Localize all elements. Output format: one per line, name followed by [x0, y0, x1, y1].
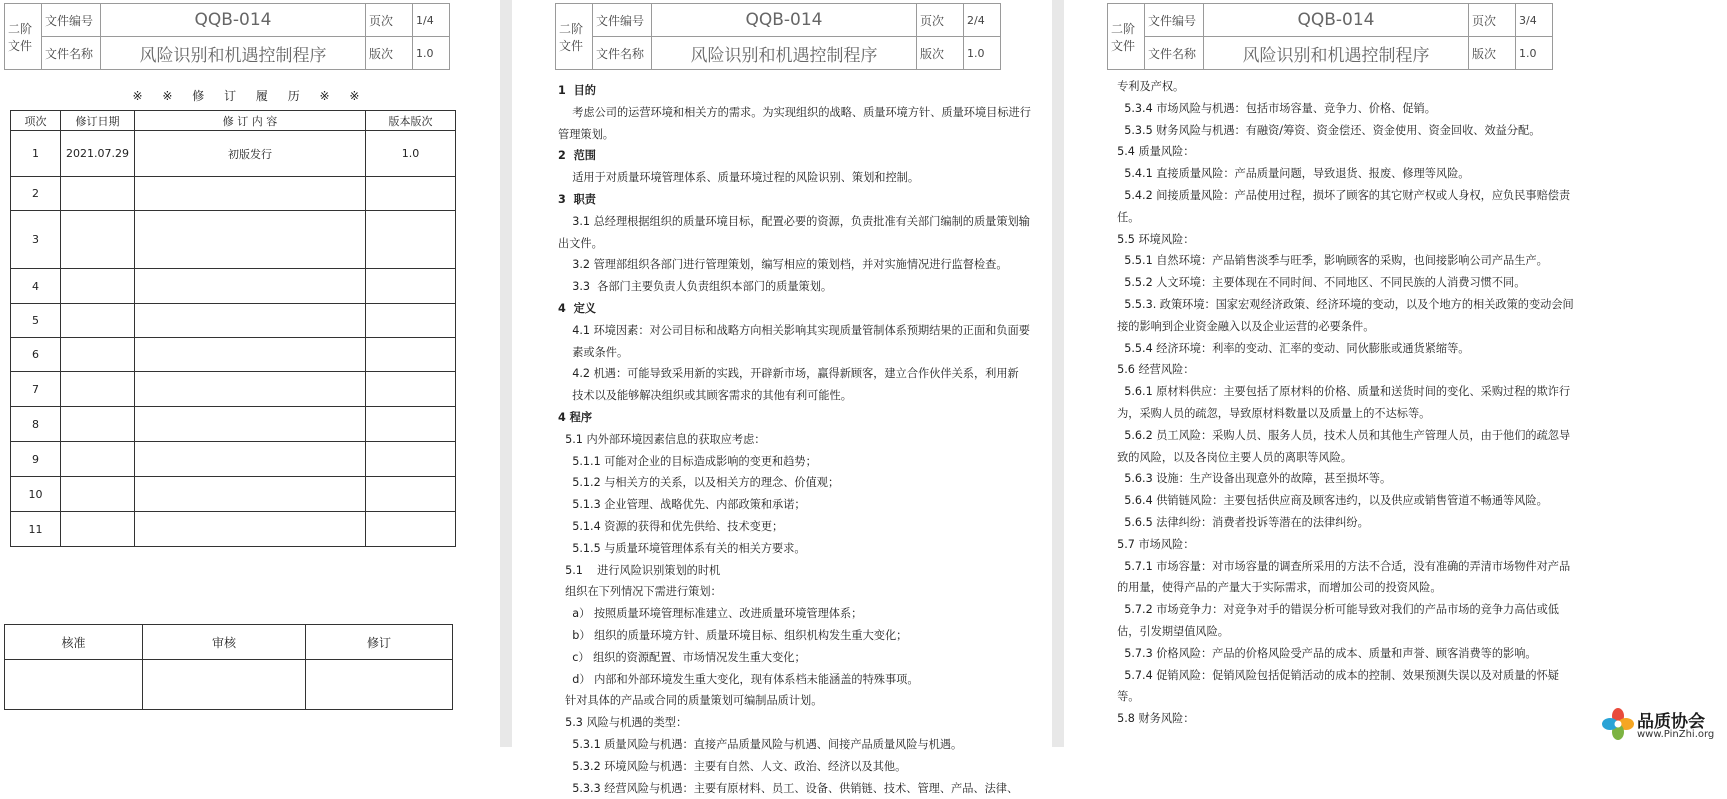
text-line: d） 内部和外部环境发生重大变化，现有体系档未能涵盖的特殊事项。	[558, 669, 1048, 691]
text-line: 素或条件。	[558, 342, 1048, 364]
row-no-cell: 4	[11, 269, 61, 304]
text-line: 5.5.2 人文环境：主要体现在不同时间、不同地区、不同民族的人消费习惯不同。	[1110, 272, 1615, 294]
text-line: 5.3 风险与机遇的类型：	[558, 712, 1048, 734]
text-line: c） 组织的资源配置、市场情况发生重大变化；	[558, 647, 1048, 669]
text-line: 5.1.2 与相关方的关系，以及相关方的理念、价值观；	[558, 472, 1048, 494]
text-line: 专利及产权。	[1110, 76, 1615, 98]
row-no-cell: 5	[11, 304, 61, 338]
doc-name-value: 风险识别和机遇控制程序	[101, 37, 366, 70]
page-label: 页次	[366, 4, 413, 37]
table-row	[11, 131, 456, 177]
row-version-cell: 1.0	[366, 131, 456, 177]
text-line: 管理策划。	[558, 124, 1048, 146]
row-no-cell: 11	[11, 512, 61, 547]
row-version-cell	[366, 269, 456, 304]
table-row	[11, 512, 456, 547]
doc-type-cell: 二阶文件	[556, 4, 593, 70]
row-no-cell: 9	[11, 442, 61, 477]
document-page-3	[1064, 0, 1727, 747]
version-label: 版次	[1469, 37, 1516, 70]
row-version-cell	[366, 512, 456, 547]
row-date-cell	[61, 269, 135, 304]
text-line: 5.6.1 原材料供应：主要包括了原材料的价格、质量和送货时间的变化、采购过程的欺诈行	[1110, 381, 1615, 403]
doc-no-label: 文件编号	[593, 4, 652, 37]
row-version-cell	[366, 372, 456, 407]
table-row	[11, 407, 456, 442]
page-3-body-text	[1110, 76, 1615, 730]
row-date-cell	[61, 177, 135, 211]
row-content-cell	[135, 372, 366, 407]
section-heading: 3 职责	[558, 189, 1048, 211]
table-row	[11, 442, 456, 477]
doc-name-value: 风险识别和机遇控制程序	[652, 37, 917, 70]
doc-no-value: QQB-014	[101, 4, 366, 37]
doc-type-cell: 二阶文件	[1108, 4, 1145, 70]
row-content-cell	[135, 477, 366, 512]
row-version-cell	[366, 177, 456, 211]
row-content-cell	[135, 407, 366, 442]
revise-signature-cell	[306, 660, 453, 710]
text-line: 致的风险，以及各岗位主要人员的离职等风险。	[1110, 447, 1615, 469]
row-date-cell	[61, 477, 135, 512]
row-content-cell	[135, 338, 366, 372]
page-header-table	[4, 3, 450, 70]
section-heading: 4 程序	[558, 407, 1048, 429]
section-heading: 4 定义	[558, 298, 1048, 320]
row-date-cell	[61, 304, 135, 338]
text-line: 针对具体的产品或合同的质量策划可编制品质计划。	[558, 690, 1048, 712]
text-line: 5.3.4 市场风险与机遇：包括市场容量、竞争力、价格、促销。	[1110, 98, 1615, 120]
revision-history-table	[10, 110, 456, 547]
text-line: 3.3 各部门主要负责人负责组织本部门的质量策划。	[558, 276, 1048, 298]
text-line: 5.5.4 经济环境：利率的变动、汇率的变动、同伙膨胀或通货紧缩等。	[1110, 338, 1615, 360]
doc-name-value: 风险识别和机遇控制程序	[1204, 37, 1469, 70]
table-row	[11, 177, 456, 211]
col-header-date: 修订日期	[61, 111, 135, 131]
page-number: 3/4	[1516, 4, 1553, 37]
text-line: 估，引发期望值风险。	[1110, 621, 1615, 643]
row-date-cell	[61, 442, 135, 477]
text-line: 5.8 财务风险：	[1110, 708, 1615, 730]
page-2-body-text	[558, 80, 1048, 799]
row-content-cell	[135, 269, 366, 304]
row-date-cell	[61, 372, 135, 407]
signoff-table	[4, 624, 453, 710]
watermark-url: www.PinZhi.org	[1637, 729, 1714, 740]
text-line: 技术以及能够解决组织或其顾客需求的其他有利可能性。	[558, 385, 1048, 407]
version-label: 版次	[366, 37, 413, 70]
page-gutter	[1052, 0, 1064, 747]
revision-header-row	[11, 111, 456, 131]
table-row	[11, 372, 456, 407]
col-header-version: 版本版次	[366, 111, 456, 131]
doc-name-label: 文件名称	[593, 37, 652, 70]
text-line: a） 按照质量环境管理标准建立、改进质量环境管理体系；	[558, 603, 1048, 625]
page-header-table	[555, 3, 1001, 70]
approve-label: 核准	[5, 625, 143, 660]
text-line: 5.3.1 质量风险与机遇：直接产品质量风险与机遇、间接产品质量风险与机遇。	[558, 734, 1048, 756]
text-line: 5.4.1 直接质量风险：产品质量问题，导致退货、报废、修理等风险。	[1110, 163, 1615, 185]
row-date-cell	[61, 512, 135, 547]
row-no-cell: 2	[11, 177, 61, 211]
text-line: 5.5.1 自然环境：产品销售淡季与旺季，影响顾客的采购，也间接影响公司产品生产。	[1110, 250, 1615, 272]
row-date-cell: 2021.07.29	[61, 131, 135, 177]
row-content-cell	[135, 512, 366, 547]
row-no-cell: 7	[11, 372, 61, 407]
version-value: 1.0	[413, 37, 450, 70]
doc-type-cell: 二阶文件	[5, 4, 42, 70]
text-line: 5.1 进行风险识别策划的时机	[558, 560, 1048, 582]
row-version-cell	[366, 211, 456, 269]
text-line: 4.1 环境因素：对公司目标和战略方向相关影响其实现质量管制体系预期结果的正面和负面要	[558, 320, 1048, 342]
review-label: 审核	[143, 625, 306, 660]
text-line: 5.1.5 与质量环境管理体系有关的相关方要求。	[558, 538, 1048, 560]
row-version-cell	[366, 338, 456, 372]
doc-no-value: QQB-014	[652, 4, 917, 37]
text-line: 4.2 机遇：可能导致采用新的实践，开辟新市场，赢得新顾客，建立合作伙伴关系，利用新	[558, 363, 1048, 385]
text-line: 组织在下列情况下需进行策划：	[558, 581, 1048, 603]
document-page-1	[0, 0, 500, 747]
text-line: 5.3.3 经营风险与机遇：主要有原材料、员工、设备、供销链、技术、管理、产品、法律、	[558, 778, 1048, 799]
text-line: 适用于对质量环境管理体系、质量环境过程的风险识别、策划和控制。	[558, 167, 1048, 189]
page-label: 页次	[917, 4, 964, 37]
doc-name-label: 文件名称	[42, 37, 101, 70]
page-header-table	[1107, 3, 1553, 70]
row-content-cell: 初版发行	[135, 131, 366, 177]
text-line: b） 组织的质量环境方针、质量环境目标、组织机构发生重大变化；	[558, 625, 1048, 647]
row-version-cell	[366, 477, 456, 512]
text-line: 5.3.2 环境风险与机遇：主要有自然、人文、政治、经济以及其他。	[558, 756, 1048, 778]
approve-signature-cell	[5, 660, 143, 710]
version-label: 版次	[917, 37, 964, 70]
text-line: 接的影响到企业资金融入以及企业运营的必要条件。	[1110, 316, 1615, 338]
row-date-cell	[61, 407, 135, 442]
row-date-cell	[61, 338, 135, 372]
table-row	[11, 211, 456, 269]
row-content-cell	[135, 211, 366, 269]
revision-history-title: ※ ※ 修 订 履 历 ※ ※	[0, 87, 500, 104]
revise-label: 修订	[306, 625, 453, 660]
row-no-cell: 6	[11, 338, 61, 372]
text-line: 5.7 市场风险：	[1110, 534, 1615, 556]
table-row	[11, 304, 456, 338]
row-no-cell: 3	[11, 211, 61, 269]
flower-logo-icon	[1601, 707, 1635, 741]
text-line: 5.7.1 市场容量：对市场容量的调查所采用的方法不合适，没有准确的弄清市场物件对产品	[1110, 556, 1615, 578]
doc-no-value: QQB-014	[1204, 4, 1469, 37]
page-number: 2/4	[964, 4, 1001, 37]
text-line: 5.6.5 法律纠纷：消费者投诉等潜在的法律纠纷。	[1110, 512, 1615, 534]
row-content-cell	[135, 304, 366, 338]
row-content-cell	[135, 442, 366, 477]
row-version-cell	[366, 407, 456, 442]
document-page-2	[512, 0, 1052, 747]
table-row	[11, 477, 456, 512]
version-value: 1.0	[1516, 37, 1553, 70]
doc-no-label: 文件编号	[1145, 4, 1204, 37]
watermark-name: 品质协会	[1637, 707, 1705, 732]
text-line: 出文件。	[558, 233, 1048, 255]
page-label: 页次	[1469, 4, 1516, 37]
text-line: 5.5.3. 政策环境：国家宏观经济政策、经济环境的变动，以及个地方的相关政策的变动会间	[1110, 294, 1615, 316]
row-version-cell	[366, 304, 456, 338]
text-line: 5.6.4 供销链风险：主要包括供应商及顾客违约，以及供应或销售管道不畅通等风险。	[1110, 490, 1615, 512]
text-line: 5.7.4 促销风险：促销风险包括促销活动的成本的控制、效果预测失误以及对质量的怀疑	[1110, 665, 1615, 687]
text-line: 5.1 内外部环境因素信息的获取应考虑：	[558, 429, 1048, 451]
row-no-cell: 1	[11, 131, 61, 177]
text-line: 5.7.3 价格风险：产品的价格风险受产品的成本、质量和声誉、顾客消费等的影响。	[1110, 643, 1615, 665]
text-line: 5.7.2 市场竞争力：对竞争对手的错误分析可能导致对我们的产品市场的竞争力高估或低	[1110, 599, 1615, 621]
text-line: 5.1.1 可能对企业的目标造成影响的变更和趋势；	[558, 451, 1048, 473]
version-value: 1.0	[964, 37, 1001, 70]
row-no-cell: 10	[11, 477, 61, 512]
text-line: 5.1.4 资源的获得和优先供给、技术变更；	[558, 516, 1048, 538]
text-line: 3.1 总经理根据组织的质量环境目标，配置必要的资源，负责批准有关部门编制的质量策划输	[558, 211, 1048, 233]
row-content-cell	[135, 177, 366, 211]
table-row	[11, 338, 456, 372]
page-number: 1/4	[413, 4, 450, 37]
text-line: 5.1.3 企业管理、战略优先、内部政策和承诺；	[558, 494, 1048, 516]
text-line: 为，采购人员的疏忽，导致原材料数量以及质量上的不达标等。	[1110, 403, 1615, 425]
text-line: 5.6 经营风险：	[1110, 359, 1615, 381]
row-no-cell: 8	[11, 407, 61, 442]
review-signature-cell	[143, 660, 306, 710]
text-line: 任。	[1110, 207, 1615, 229]
text-line: 等。	[1110, 686, 1615, 708]
section-heading: 1 目的	[558, 80, 1048, 102]
table-row	[11, 269, 456, 304]
doc-name-label: 文件名称	[1145, 37, 1204, 70]
text-line: 5.4.2 间接质量风险：产品使用过程，损坏了顾客的其它财产权或人身权，应负民事赔偿责	[1110, 185, 1615, 207]
text-line: 考虑公司的运营环境和相关方的需求。为实现组织的战略、质量环境方针、质量环境目标进行	[558, 102, 1048, 124]
page-gutter	[500, 0, 512, 747]
text-line: 5.5 环境风险：	[1110, 229, 1615, 251]
text-line: 5.4 质量风险：	[1110, 141, 1615, 163]
row-version-cell	[366, 442, 456, 477]
doc-no-label: 文件编号	[42, 4, 101, 37]
text-line: 3.2 管理部组织各部门进行管理策划，编写相应的策划档，并对实施情况进行监督检查。	[558, 254, 1048, 276]
section-heading: 2 范围	[558, 145, 1048, 167]
text-line: 5.6.2 员工风险：采购人员、服务人员，技术人员和其他生产管理人员，由于他们的疏忽导	[1110, 425, 1615, 447]
col-header-content: 修 订 内 容	[135, 111, 366, 131]
pinzhi-watermark-logo	[1599, 703, 1727, 747]
col-header-no: 项次	[11, 111, 61, 131]
text-line: 5.3.5 财务风险与机遇：有融资/筹资、资金偿还、资金使用、资金回收、效益分配。	[1110, 120, 1615, 142]
text-line: 5.6.3 设施：生产设备出现意外的故障，甚至损坏等。	[1110, 468, 1615, 490]
text-line: 的用量，使得产品的产量大于实际需求，而增加公司的投资风险。	[1110, 577, 1615, 599]
row-date-cell	[61, 211, 135, 269]
